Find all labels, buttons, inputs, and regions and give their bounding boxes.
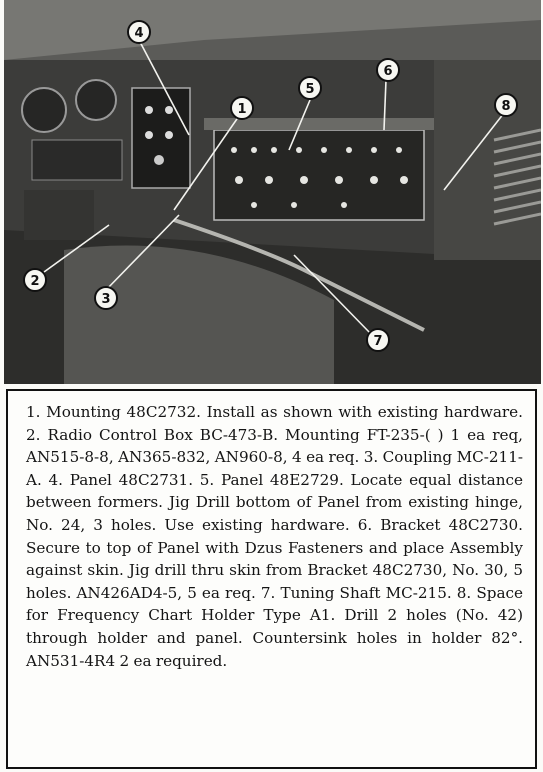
callout-6: 6 [383,64,393,79]
callout-2: 2 [30,274,40,289]
callout-7: 7 [373,334,383,349]
callout-5: 5 [305,82,315,97]
caption-text: 1. Mounting 48C2732. Install as shown with existing hardware. 2. Radio Control Box BC-473-B. Mounting FT-235-( ) 1 ea req, AN515-8-8, AN365-832, AN960-8, 4 ea req. 3. Coupling MC-211-A. 4. Panel 48C2731. 5. Panel 48E2729. Locate equal distance between formers. Jig Drill bottom of Panel from existing hinge, No. 24, 3 holes. Use existing hardware. 6. Bracket 48C2730. Secure to top of Panel with Dzus Fasteners and place Assembly against skin. Jig drill thru skin from Bracket 48C2730, No. 30, 5 holes. AN426AD4-5, 5 ea req. 7. Tuning Shaft MC-215. 8. Space for Frequency Chart Holder Type A1. Drill 2 holes (No. 42) through holder and panel. Countersink holes in holder 82°. AN531-4R4 2 ea required. [26,403,523,670]
cockpit-photo-drawing [4,0,541,384]
caption-box [6,389,537,769]
cockpit-photo [4,0,541,384]
callout-4: 4 [134,26,144,41]
callout-8: 8 [501,99,511,114]
callout-1: 1 [237,102,247,117]
callout-3: 3 [101,292,111,307]
